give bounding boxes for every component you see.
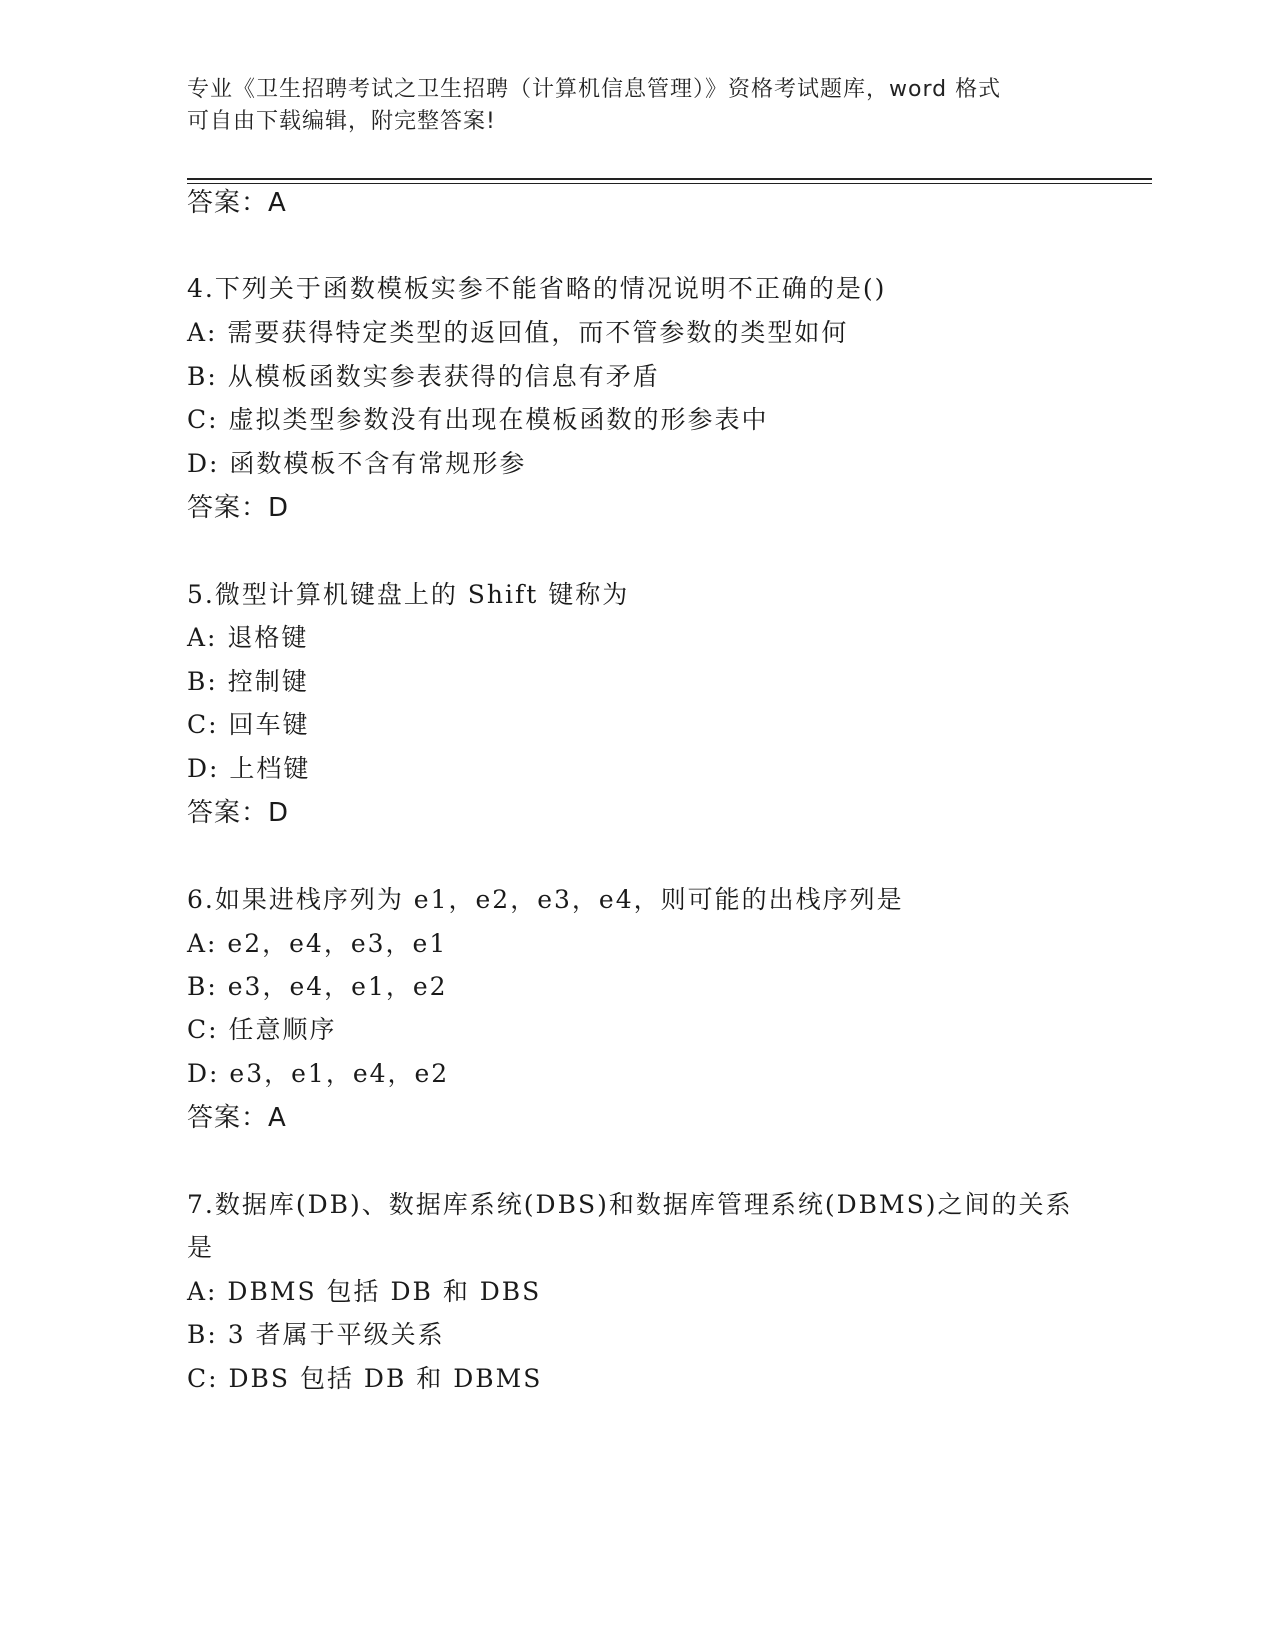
question-7-option-b: B: 3 者属于平级关系 <box>187 1320 445 1349</box>
question-5-answer: 答案：D <box>187 798 290 828</box>
header-rule-thin <box>187 183 1152 184</box>
question-5-option-a: A: 退格键 <box>187 623 309 652</box>
header-line-2: 可自由下载编辑，附完整答案! <box>187 109 496 134</box>
question-4-option-d: D: 函数模板不含有常规形参 <box>187 449 527 478</box>
question-5-option-c: C: 回车键 <box>187 710 310 739</box>
question-6-option-d: D: e3，e1，e4，e2 <box>187 1059 450 1088</box>
question-4-answer: 答案：D <box>187 493 290 523</box>
question-6-stem: 6.如果进栈序列为 e1，e2，e3，e4，则可能的出栈序列是 <box>187 885 904 914</box>
document-header <box>187 74 1067 138</box>
header-rule <box>187 178 1152 180</box>
question-5-option-b: B: 控制键 <box>187 667 309 696</box>
question-7-stem-line-2: 是 <box>187 1233 215 1262</box>
question-4-stem: 4.下列关于函数模板实参不能省略的情况说明不正确的是() <box>187 274 887 303</box>
question-5-stem: 5.微型计算机键盘上的 Shift 键称为 <box>187 580 630 609</box>
question-4-option-a: A: 需要获得特定类型的返回值，而不管参数的类型如何 <box>187 318 849 347</box>
question-7-option-a: A: DBMS 包括 DB 和 DBS <box>187 1277 542 1306</box>
question-5-option-d: D: 上档键 <box>187 754 311 783</box>
question-4-option-b: B: 从模板函数实参表获得的信息有矛盾 <box>187 362 660 391</box>
question-6-option-a: A: e2，e4，e3，e1 <box>187 929 448 958</box>
previous-answer: 答案：A <box>187 188 287 218</box>
question-6-option-b: B: e3，e4，e1，e2 <box>187 972 448 1001</box>
question-7-option-c: C: DBS 包括 DB 和 DBMS <box>187 1364 543 1393</box>
question-4-option-c: C: 虚拟类型参数没有出现在模板函数的形参表中 <box>187 405 769 434</box>
question-6-answer: 答案：A <box>187 1103 287 1133</box>
question-6-option-c: C: 任意顺序 <box>187 1015 337 1044</box>
question-7-stem-line-1: 7.数据库(DB)、数据库系统(DBS)和数据库管理系统(DBMS)之间的关系 <box>187 1190 1073 1219</box>
header-line-1: 专业《卫生招聘考试之卫生招聘（计算机信息管理）》资格考试题库，word 格式 <box>187 77 1002 102</box>
